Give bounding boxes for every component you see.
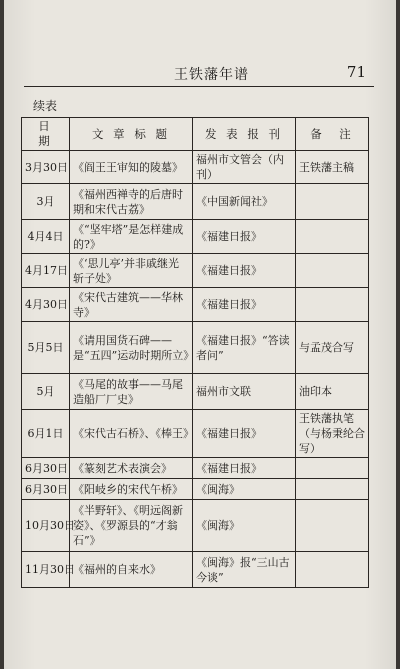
book-page (4, 0, 396, 669)
cell-date: 6月1日 (22, 410, 70, 458)
cell-title: 《半野轩》、《明远阁新姿》、《罗源县的“才翁石”》 (70, 500, 193, 552)
table-row (22, 254, 369, 288)
cell-note (296, 184, 369, 220)
cell-date: 3月 (22, 184, 70, 220)
continuation-label: 续表 (33, 99, 58, 113)
cell-date: 6月30日 (22, 479, 70, 500)
table-row (22, 552, 369, 588)
table-row (22, 288, 369, 322)
table-row (22, 220, 369, 254)
cell-publication: 福州市文联 (193, 374, 296, 410)
cell-title: 《阎王王审知的陵墓》 (70, 151, 193, 184)
cell-title: 《‘思儿亭’并非戚继光斩子处》 (70, 254, 193, 288)
cell-title: 《福州的自来水》 (70, 552, 193, 588)
table-header-row (22, 118, 369, 151)
table-row (22, 458, 369, 479)
cell-publication: 《闽海》 (193, 479, 296, 500)
cell-publication: 《福建日报》 (193, 220, 296, 254)
cell-note: 与孟茂合写 (296, 322, 369, 374)
cell-note: 油印本 (296, 374, 369, 410)
cell-date: 11月30日 (22, 552, 70, 588)
page-number: 71 (346, 63, 366, 81)
cell-note (296, 288, 369, 322)
cell-publication: 《福建日报》 (193, 288, 296, 322)
cell-publication: 《闽海》报“三山古今谈” (193, 552, 296, 588)
cell-note: 王铁藩主稿 (296, 151, 369, 184)
cell-title: 《宋代古石桥》、《棒王》 (70, 410, 193, 458)
table-row (22, 410, 369, 458)
cell-date: 10月30日 (22, 500, 70, 552)
cell-publication: 《福建日报》 (193, 254, 296, 288)
cell-note (296, 458, 369, 479)
cell-title: 《福州西禅寺的后唐时期和宋代古荔》 (70, 184, 193, 220)
cell-title: 《宋代古建筑——华林寺》 (70, 288, 193, 322)
cell-publication: 《福建日报》 (193, 410, 296, 458)
table-row (22, 374, 369, 410)
cell-note (296, 254, 369, 288)
column-header-date: 日 期 (22, 118, 70, 151)
cell-date: 5月 (22, 374, 70, 410)
cell-date: 4月4日 (22, 220, 70, 254)
column-header-publication: 发 表 报 刊 (193, 118, 296, 151)
chronology-table (21, 117, 369, 588)
cell-title: 《请用国货石碑——是“五四”运动时期所立》 (70, 322, 193, 374)
cell-publication: 《福建日报》 (193, 458, 296, 479)
cell-note (296, 500, 369, 552)
running-header (24, 62, 374, 87)
cell-date: 4月30日 (22, 288, 70, 322)
cell-title: 《阳岐乡的宋代午桥》 (70, 479, 193, 500)
table-row (22, 184, 369, 220)
cell-title: 《篆刻艺术表演会》 (70, 458, 193, 479)
table-row (22, 500, 369, 552)
cell-date: 6月30日 (22, 458, 70, 479)
cell-note (296, 479, 369, 500)
cell-title: 《马尾的故事——马尾造船厂厂史》 (70, 374, 193, 410)
header-title: 王铁藩年谱 (174, 67, 249, 83)
table-row (22, 322, 369, 374)
cell-publication: 《闽海》 (193, 500, 296, 552)
cell-publication: 《福建日报》“答读者问” (193, 322, 296, 374)
cell-note (296, 220, 369, 254)
cell-note: 王铁藩执笔（与杨秉纶合写） (296, 410, 369, 458)
cell-note (296, 552, 369, 588)
table-row (22, 479, 369, 500)
cell-publication: 福州市文管会（内刊） (193, 151, 296, 184)
cell-date: 3月30日 (22, 151, 70, 184)
cell-title: 《“坚牢塔”是怎样建成的?》 (70, 220, 193, 254)
cell-date: 4月17日 (22, 254, 70, 288)
table-row (22, 151, 369, 184)
cell-date: 5月5日 (22, 322, 70, 374)
column-header-note: 备 注 (296, 118, 369, 151)
cell-publication: 《中国新闻社》 (193, 184, 296, 220)
column-header-title: 文 章 标 题 (70, 118, 193, 151)
